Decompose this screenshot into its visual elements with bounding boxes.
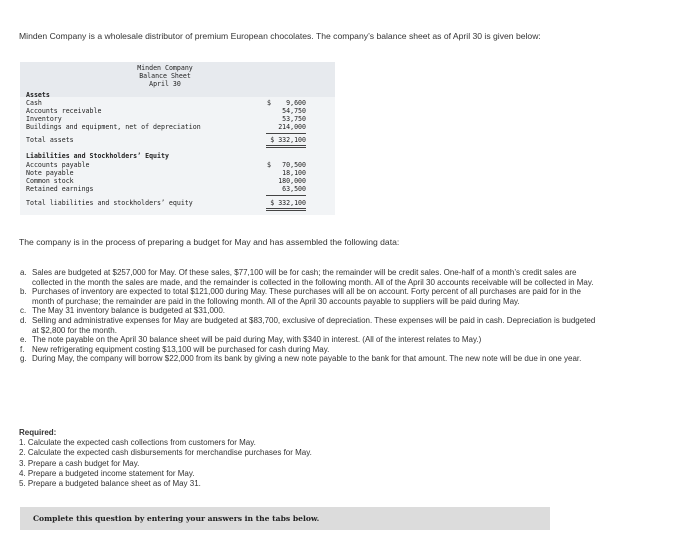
required-title: Required: — [19, 428, 57, 437]
list-item — [19, 316, 599, 335]
item-marker: a. — [20, 268, 27, 277]
item-marker: c. — [20, 306, 27, 316]
list-item — [19, 345, 599, 355]
required-item: 5. Prepare a budgeted balance sheet as of May 31. — [19, 479, 201, 489]
bs-cash-value: 9,600 — [286, 99, 306, 107]
item-marker: d. — [20, 315, 27, 325]
list-item — [19, 306, 599, 316]
bs-ar-label: Accounts receivable — [26, 107, 102, 115]
bs-assets-heading-label: Assets — [26, 91, 50, 99]
bs-date: April 30 — [149, 80, 181, 88]
bs-cash-currency: $ — [267, 99, 271, 107]
bs-assets-underline — [266, 133, 306, 134]
data-intro: The company is in the process of preparing a budget for May and has assembled the following data: — [19, 237, 400, 247]
bs-title: Balance Sheet — [139, 72, 191, 80]
bs-total-le-value: $ 332,100 — [270, 199, 306, 207]
list-item — [19, 287, 599, 306]
bs-le-double-underline — [266, 208, 306, 211]
list-item — [19, 268, 599, 287]
list-item — [19, 335, 599, 345]
bs-inventory-label: Inventory — [26, 115, 62, 123]
item-marker: e. — [20, 335, 27, 345]
list-item — [19, 354, 599, 364]
bs-liab-heading — [26, 152, 335, 161]
item-marker: g. — [20, 354, 27, 364]
required-section — [19, 428, 599, 489]
required-item: 2. Calculate the expected cash disbursements for merchandise purchases for May. — [19, 448, 312, 458]
assumptions-list — [19, 268, 599, 364]
bs-total-le-label: Total liabilities and stockholders’ equity — [26, 199, 193, 207]
item-text: During May, the company will borrow $22,000 from its bank by giving a new note payable to the bank for that amount. The new note will be due in one year. — [32, 354, 582, 364]
bs-total-assets-label: Total assets — [26, 136, 74, 144]
bs-ar-value: 54,750 — [282, 107, 306, 115]
bs-ap-currency: $ — [267, 161, 271, 169]
required-item: 3. Prepare a cash budget for May. — [19, 458, 140, 468]
bs-row-total-le — [26, 199, 335, 208]
required-item: 1. Calculate the expected cash collections from customers for May. — [19, 438, 256, 448]
bs-row-re — [26, 185, 335, 194]
bs-total-assets-value: $ 332,100 — [270, 136, 306, 144]
required-item: 4. Prepare a budgeted income statement for May. — [19, 468, 195, 478]
balance-sheet-table — [20, 62, 335, 215]
bs-re-label: Retained earnings — [26, 185, 94, 193]
bs-inventory-value: 53,750 — [282, 115, 306, 123]
bs-cs-label: Common stock — [26, 177, 74, 185]
bs-ap-value: 70,500 — [282, 161, 306, 169]
bs-re-value: 63,500 — [282, 185, 306, 193]
bs-assets-double-underline — [266, 145, 306, 148]
bs-np-value: 18,100 — [282, 169, 306, 177]
item-text: Purchases of inventory are expected to total $121,000 during May. These purchases will all be on account. Forty percent of all purchases are paid for in the month of purchase; the remainder are paid in the following month. All of the April 30 accounts payable to suppliers will be paid during May. — [32, 287, 581, 306]
bs-buildings-value: 214,000 — [278, 123, 306, 131]
item-text: New refrigerating equipment costing $13,100 will be purchased for cash during May. — [32, 344, 330, 354]
item-text: The May 31 inventory balance is budgeted at $31,000. — [32, 306, 226, 316]
bs-company-name: Minden Company — [137, 64, 193, 72]
item-text: Sales are budgeted at $257,000 for May. Of these sales, $77,100 will be for cash; the remainder will be credit sales. One-half of a month’s credit sales are collected in the month the sales are made, and the remainder is collected in the following month. All of the April 30 accounts receivable will be collected in May. — [32, 268, 594, 287]
bs-buildings-label: Buildings and equipment, net of depreciation — [26, 123, 201, 131]
bs-row-buildings — [26, 123, 335, 132]
item-marker: b. — [20, 287, 27, 297]
bs-le-underline — [266, 195, 306, 196]
tab-instruction-bar: Complete this question by entering your answers in the tabs below. — [20, 507, 550, 530]
item-text: The note payable on the April 30 balance sheet will be paid during May, with $340 in interest. (All of the interest relates to May.) — [32, 335, 482, 345]
item-marker: f. — [20, 344, 25, 354]
item-text: Selling and administrative expenses for May are budgeted at $83,700, exclusive of depreciation. These expenses will be paid in cash. Depreciation is budgeted at $2,800 for the month. — [32, 315, 596, 335]
bs-np-label: Note payable — [26, 169, 74, 177]
bs-ap-label: Accounts payable — [26, 161, 90, 169]
bs-cs-value: 180,000 — [278, 177, 306, 185]
intro-paragraph: Minden Company is a wholesale distributor of premium European chocolates. The company’s balance sheet as of April 30 is given below: — [19, 31, 541, 41]
bs-row-total-assets — [26, 136, 335, 145]
bs-cash-label: Cash — [26, 99, 42, 107]
bs-liab-heading-label: Liabilities and Stockholders’ Equity — [26, 152, 169, 160]
